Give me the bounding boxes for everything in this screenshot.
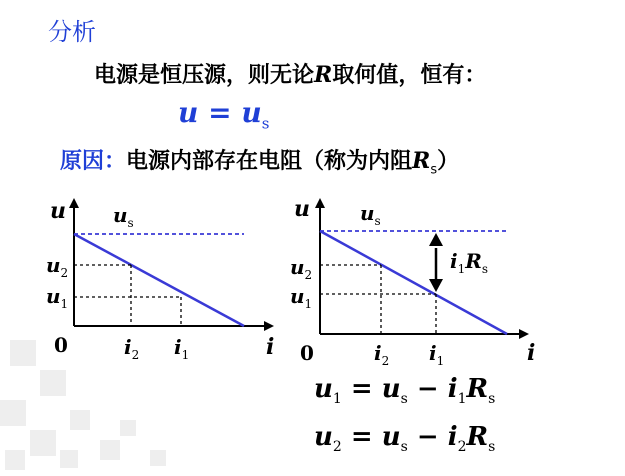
right-u1-label: $u_1$ bbox=[290, 284, 313, 311]
reason-text: 电源内部存在电阻（称为内阻 bbox=[126, 149, 413, 174]
left-u2-label: $u_2$ bbox=[46, 253, 69, 280]
f2-op: − bbox=[407, 422, 448, 452]
f2-a-sub: s bbox=[400, 439, 408, 456]
left-origin: 0 bbox=[54, 333, 68, 357]
left-us-label: $u_s$ bbox=[113, 203, 134, 230]
formula-u2 bbox=[314, 422, 495, 455]
f1-lhs: u bbox=[314, 374, 333, 404]
right-us-label: $u_s$ bbox=[360, 201, 381, 228]
f1-b: i bbox=[447, 374, 458, 404]
right-drop-label: $i_1R_s$ bbox=[450, 249, 489, 276]
f1-c: R bbox=[466, 374, 489, 404]
statement-suffix: 取何值，恒有： bbox=[332, 63, 487, 88]
f2-c-sub: s bbox=[488, 439, 496, 456]
eq-rhs-sub: s bbox=[261, 114, 270, 133]
f2-eq: = bbox=[341, 422, 382, 452]
right-x-label: i bbox=[527, 340, 536, 366]
right-load-line bbox=[320, 231, 507, 334]
right-drop-arrow-up-head bbox=[429, 233, 443, 246]
eq-lhs: u bbox=[178, 96, 199, 129]
f2-lhs: u bbox=[314, 422, 333, 452]
statement-var: R bbox=[314, 62, 333, 88]
reason-label: 原因： bbox=[60, 149, 127, 174]
right-u2-label: $u_2$ bbox=[290, 255, 313, 282]
left-u1-label: $u_1$ bbox=[46, 284, 69, 311]
left-y-label: u bbox=[50, 198, 66, 224]
f1-lhs-sub: 1 bbox=[332, 391, 342, 408]
reason-close: ） bbox=[437, 149, 460, 174]
left-x-label: i bbox=[266, 334, 275, 360]
f2-b-sub: 2 bbox=[457, 439, 467, 456]
eq-rhs: u bbox=[241, 96, 262, 129]
reason-var: R bbox=[412, 148, 431, 174]
f2-a: u bbox=[381, 422, 401, 452]
section-heading: 分析 bbox=[48, 18, 96, 46]
f1-op: − bbox=[407, 374, 448, 404]
statement-prefix: 电源是恒压源，则无论 bbox=[94, 63, 315, 88]
f1-eq: = bbox=[341, 374, 382, 404]
f2-c: R bbox=[466, 422, 489, 452]
f2-b: i bbox=[447, 422, 458, 452]
f2-lhs-sub: 2 bbox=[332, 439, 342, 456]
f1-a-sub: s bbox=[400, 391, 408, 408]
eq-sign: = bbox=[198, 96, 242, 129]
right-graph bbox=[290, 196, 535, 368]
reason-var-sub: s bbox=[430, 162, 438, 178]
right-i2-label: $i_2$ bbox=[374, 341, 390, 368]
right-i1-label: $i_1$ bbox=[429, 341, 445, 368]
f1-b-sub: 1 bbox=[457, 391, 467, 408]
f1-a: u bbox=[381, 374, 401, 404]
right-drop-arrow-down-head bbox=[429, 279, 443, 292]
left-i2-label: $i_2$ bbox=[124, 335, 140, 362]
right-origin: 0 bbox=[300, 341, 314, 365]
left-i1-label: $i_1$ bbox=[174, 335, 190, 362]
left-graph bbox=[46, 198, 274, 362]
left-load-line bbox=[74, 234, 244, 326]
f1-c-sub: s bbox=[488, 391, 496, 408]
formula-u1 bbox=[314, 374, 495, 407]
right-y-label: u bbox=[294, 196, 310, 222]
